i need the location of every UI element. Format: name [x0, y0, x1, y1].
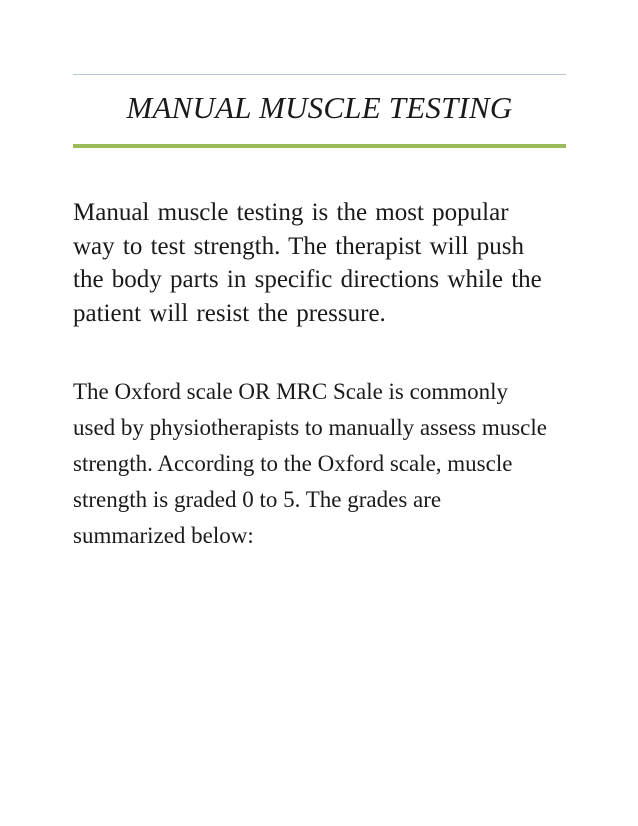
oxford-scale-paragraph: The Oxford scale OR MRC Scale is commonly used by physiotherapists to manually assess muscle strength. According to the Oxford scale, muscle strength is graded 0 to 5. The grades are summarized below: [73, 379, 547, 548]
page-title: MANUAL MUSCLE TESTING [126, 90, 513, 125]
title-underline [73, 144, 566, 148]
top-divider [73, 74, 566, 75]
intro-paragraph: Manual muscle testing is the most popular way to test strength. The therapist will push the body parts in specific directions while the patient will resist the pressure. [73, 199, 542, 327]
